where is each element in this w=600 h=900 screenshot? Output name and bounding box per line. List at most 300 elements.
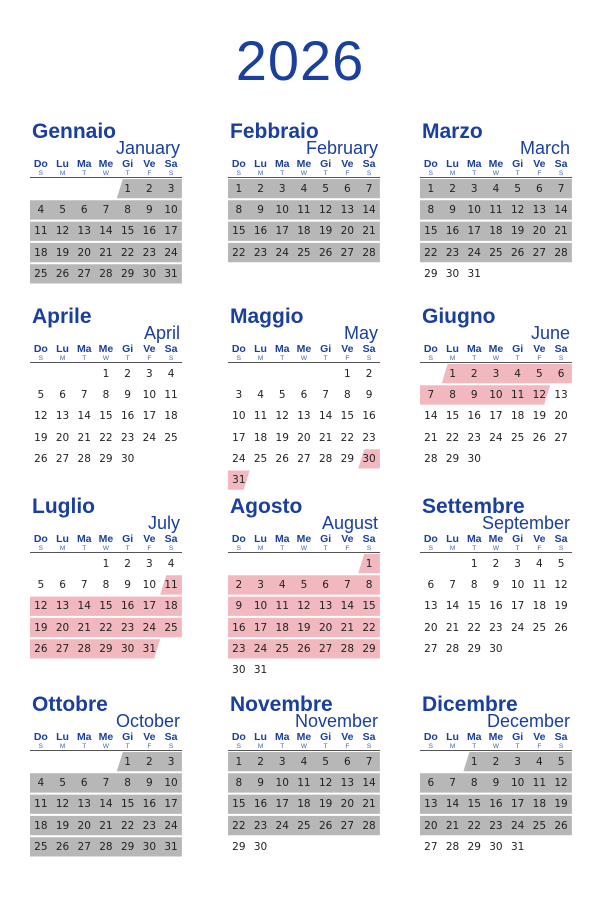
highlight-layer (30, 751, 182, 879)
day-cell: 8 (235, 776, 243, 789)
day-cell: 3 (514, 755, 521, 768)
weekday-label: Gi (320, 533, 332, 545)
day-cell: 3 (167, 755, 175, 768)
weekday-label: Lu (446, 158, 459, 170)
month-september (420, 495, 572, 675)
day-cell: 26 (318, 819, 333, 832)
day-cell: 4 (300, 182, 308, 195)
day-cell: 31 (142, 642, 157, 655)
day-cell: 27 (532, 246, 547, 259)
day-cell: 21 (445, 621, 460, 634)
weekday-letter: W (102, 545, 109, 552)
weekday-letter: S (366, 170, 372, 177)
day-cell: 16 (232, 621, 246, 634)
weekday-label: Do (33, 158, 48, 170)
day-cell: 27 (554, 431, 568, 444)
weekday-letter: S (236, 355, 242, 362)
weekday-label: Ve (143, 731, 156, 743)
day-cell: 28 (362, 246, 376, 259)
weekday-label: Do (33, 731, 48, 743)
day-cell: 13 (77, 798, 91, 811)
day-cell: 15 (120, 798, 135, 811)
weekday-label: Ma (76, 533, 92, 545)
day-cell: 8 (102, 388, 110, 401)
day-cell: 14 (77, 410, 91, 423)
day-cell: 7 (557, 182, 565, 195)
month-name-it: Agosto (230, 495, 303, 518)
weekday-label: Me (296, 731, 312, 743)
day-cell: 22 (99, 621, 113, 634)
weekday-letter: T (82, 743, 87, 750)
day-cell: 9 (257, 776, 264, 789)
day-cell: 7 (365, 755, 373, 768)
day-cell: 14 (99, 225, 113, 238)
day-cell: 31 (467, 267, 481, 280)
day-cell: 12 (34, 600, 48, 613)
day-cell: 24 (510, 819, 525, 832)
day-cell: 25 (510, 431, 525, 444)
day-cell: 2 (365, 367, 373, 380)
weekday-label: Gi (122, 343, 134, 355)
day-cell: 10 (510, 578, 525, 591)
day-cell: 4 (37, 776, 45, 789)
weekday-letter: T (125, 355, 130, 362)
day-cell: 13 (55, 410, 70, 423)
weekday-label: Me (488, 343, 504, 355)
day-cell: 4 (257, 388, 264, 401)
day-cell: 17 (275, 798, 289, 811)
day-cell: 2 (257, 755, 264, 768)
day-cell: 31 (510, 840, 525, 853)
day-cell: 6 (344, 755, 351, 768)
weekday-letter: T (515, 545, 520, 552)
weekday-letter: T (125, 545, 130, 552)
weekday-letter: T (515, 355, 520, 362)
weekday-label: Sa (554, 343, 568, 355)
day-cell: 19 (510, 225, 525, 238)
weekday-label: Me (296, 343, 312, 355)
day-cell: 19 (318, 798, 333, 811)
weekday-letter: M (449, 545, 456, 552)
day-cell: 14 (318, 410, 333, 423)
day-cell: 2 (235, 578, 243, 591)
day-cell: 28 (424, 452, 438, 465)
weekday-letter: W (492, 170, 499, 177)
weekday-label: Lu (56, 731, 69, 743)
day-cell: 9 (449, 203, 456, 216)
day-cell: 17 (275, 225, 289, 238)
day-cell: 10 (510, 776, 525, 789)
day-cell: 20 (340, 225, 355, 238)
day-cell: 4 (536, 755, 543, 768)
month-name-en: October (115, 711, 180, 731)
weekday-letter: S (38, 355, 44, 362)
day-cell: 15 (99, 600, 113, 613)
day-cell: 13 (297, 410, 311, 423)
day-cell: 4 (300, 755, 308, 768)
weekday-label: Ma (76, 158, 92, 170)
weekday-label: Ve (533, 533, 546, 545)
day-cell: 8 (427, 203, 435, 216)
weekday-label: Sa (362, 731, 376, 743)
day-cell: 24 (164, 819, 178, 832)
weekday-letter: M (257, 170, 264, 177)
day-cell: 28 (362, 819, 376, 832)
day-cell: 29 (99, 452, 113, 465)
day-cell: 2 (124, 557, 131, 570)
day-cell: 11 (510, 388, 525, 401)
month-name-en: November (294, 711, 378, 731)
day-cell: 3 (470, 182, 478, 195)
day-cell: 14 (445, 600, 460, 613)
day-cell: 31 (232, 474, 246, 487)
day-cell: 26 (275, 452, 289, 465)
day-cell: 27 (424, 642, 438, 655)
day-cell: 16 (489, 798, 503, 811)
day-cell: 10 (164, 203, 178, 216)
day-cell: 4 (492, 182, 500, 195)
day-cell: 25 (532, 621, 547, 634)
month-name-it: Aprile (32, 305, 92, 328)
day-cell: 3 (492, 367, 500, 380)
day-cell: 27 (340, 819, 355, 832)
day-cell: 6 (59, 388, 66, 401)
day-cell: 22 (467, 621, 481, 634)
weekday-label: Gi (512, 343, 524, 355)
day-cell: 21 (445, 819, 460, 832)
day-cell: 28 (99, 840, 113, 853)
weekday-letter: T (82, 355, 87, 362)
weekday-letter: S (558, 355, 564, 362)
day-cell: 31 (164, 267, 178, 280)
weekday-label: Sa (362, 343, 376, 355)
day-cell: 13 (340, 203, 355, 216)
weekday-letter: S (38, 743, 44, 750)
day-cell: 26 (55, 267, 70, 280)
month-name-it: Ottobre (32, 693, 108, 716)
weekday-label: Me (296, 158, 312, 170)
weekday-label: Sa (362, 533, 376, 545)
day-cell: 8 (365, 578, 373, 591)
weekday-letter: W (492, 545, 499, 552)
weekday-label: Do (33, 533, 48, 545)
weekday-letter: M (449, 355, 456, 362)
day-cell: 11 (297, 203, 311, 216)
day-cell: 29 (120, 840, 135, 853)
day-cell: 12 (532, 388, 547, 401)
month-name-en: January (115, 138, 180, 158)
day-cell: 3 (235, 388, 243, 401)
day-cell: 13 (55, 600, 70, 613)
month-name-it: Marzo (422, 120, 483, 143)
day-cell: 24 (142, 621, 157, 634)
day-cell: 9 (124, 388, 131, 401)
day-cell: 26 (297, 642, 311, 655)
weekday-letter: S (168, 743, 174, 750)
day-cell: 4 (536, 557, 543, 570)
day-cell: 2 (449, 182, 456, 195)
weekday-letter: S (558, 545, 564, 552)
month-name-it: Novembre (230, 693, 333, 716)
weekday-label: Lu (56, 533, 69, 545)
month-february (228, 120, 380, 300)
day-cell: 27 (55, 642, 70, 655)
weekday-label: Lu (254, 731, 267, 743)
day-cell: 29 (120, 267, 135, 280)
day-cell: 1 (344, 367, 351, 380)
weekday-letter: S (236, 545, 242, 552)
day-cell: 24 (275, 246, 289, 259)
day-cell: 17 (164, 225, 178, 238)
day-cell: 10 (275, 776, 289, 789)
month-name-it: Gennaio (32, 120, 117, 143)
day-cell: 5 (536, 367, 543, 380)
weekday-letter: M (449, 170, 456, 177)
highlight-layer (30, 178, 182, 306)
day-cell: 29 (424, 267, 438, 280)
day-cell: 10 (142, 578, 157, 591)
day-cell: 13 (554, 388, 568, 401)
weekday-label: Ve (533, 158, 546, 170)
month-name-en: September (481, 513, 570, 533)
day-cell: 30 (253, 840, 268, 853)
weekday-label: Do (33, 343, 48, 355)
day-cell: 9 (470, 388, 478, 401)
day-cell: 19 (55, 819, 70, 832)
month-january (30, 120, 182, 300)
month-may (228, 305, 380, 485)
weekday-letter: S (428, 170, 434, 177)
weekday-letter: T (82, 545, 87, 552)
highlight-layer (30, 553, 182, 681)
day-cell: 17 (253, 621, 268, 634)
day-cell: 23 (253, 819, 268, 832)
day-cell: 13 (424, 798, 438, 811)
day-cell: 14 (340, 600, 355, 613)
day-cell: 13 (77, 225, 91, 238)
weekday-letter: M (59, 170, 66, 177)
day-cell: 15 (120, 225, 135, 238)
weekday-letter: W (102, 355, 109, 362)
weekday-letter: M (449, 743, 456, 750)
weekday-letter: S (236, 743, 242, 750)
day-cell: 28 (554, 246, 568, 259)
day-cell: 25 (164, 431, 178, 444)
day-cell: 27 (297, 452, 311, 465)
day-cell: 27 (55, 452, 70, 465)
weekday-label: Lu (254, 533, 267, 545)
day-cell: 17 (489, 410, 503, 423)
weekday-letter: S (168, 355, 174, 362)
highlight-layer (30, 363, 182, 491)
day-cell: 26 (34, 452, 48, 465)
day-cell: 6 (427, 578, 435, 591)
day-cell: 3 (146, 557, 153, 570)
month-october (30, 693, 182, 873)
day-cell: 24 (489, 431, 503, 444)
day-cell: 6 (344, 182, 351, 195)
day-cell: 2 (257, 182, 264, 195)
weekday-label: Do (231, 731, 246, 743)
day-cell: 20 (55, 621, 70, 634)
day-cell: 25 (297, 246, 311, 259)
day-cell: 5 (59, 203, 66, 216)
day-cell: 5 (37, 388, 45, 401)
weekday-letter: T (82, 170, 87, 177)
weekday-letter: T (515, 743, 520, 750)
weekday-letter: S (366, 355, 372, 362)
weekday-label: Lu (254, 158, 267, 170)
day-cell: 17 (467, 225, 481, 238)
day-cell: 25 (489, 246, 503, 259)
weekday-label: Gi (320, 731, 332, 743)
day-cell: 14 (362, 776, 376, 789)
day-cell: 18 (297, 225, 311, 238)
day-cell: 16 (467, 410, 481, 423)
day-cell: 2 (492, 557, 500, 570)
weekday-label: Do (423, 158, 438, 170)
day-cell: 27 (77, 267, 91, 280)
day-cell: 19 (297, 621, 311, 634)
day-cell: 9 (492, 578, 500, 591)
weekday-letter: F (345, 355, 350, 362)
day-cell: 20 (55, 431, 70, 444)
day-cell: 26 (510, 246, 525, 259)
weekday-letter: T (515, 170, 520, 177)
day-cell: 20 (318, 621, 333, 634)
weekday-label: Me (296, 533, 312, 545)
month-march (420, 120, 572, 300)
day-cell: 14 (424, 410, 438, 423)
day-cell: 15 (99, 410, 113, 423)
day-cell: 16 (253, 225, 268, 238)
day-cell: 23 (467, 431, 481, 444)
day-cell: 25 (297, 819, 311, 832)
day-cell: 31 (253, 664, 268, 677)
weekday-letter: F (147, 545, 152, 552)
day-cell: 30 (142, 840, 157, 853)
weekday-label: Ve (341, 343, 354, 355)
day-cell: 16 (142, 225, 157, 238)
day-cell: 18 (297, 798, 311, 811)
day-cell: 26 (554, 819, 568, 832)
day-cell: 11 (532, 578, 547, 591)
month-name-en: March (519, 138, 570, 158)
day-cell: 7 (80, 388, 88, 401)
day-cell: 9 (492, 776, 500, 789)
day-cell: 20 (424, 819, 438, 832)
weekday-letter: T (472, 170, 477, 177)
day-cell: 3 (514, 557, 521, 570)
day-cell: 6 (557, 367, 565, 380)
weekday-label: Gi (320, 343, 332, 355)
day-cell: 1 (365, 557, 373, 570)
day-cell: 23 (489, 819, 503, 832)
day-cell: 11 (34, 225, 48, 238)
day-cell: 16 (253, 798, 268, 811)
day-cell: 10 (142, 388, 157, 401)
day-cell: 9 (146, 203, 153, 216)
day-cell: 21 (77, 431, 91, 444)
weekday-label: Gi (320, 158, 332, 170)
day-cell: 10 (489, 388, 503, 401)
day-cell: 10 (164, 776, 178, 789)
highlight-layer (228, 751, 380, 879)
day-cell: 25 (253, 452, 268, 465)
day-cell: 30 (489, 840, 503, 853)
day-cell: 30 (120, 642, 135, 655)
day-cell: 19 (532, 410, 547, 423)
day-cell: 12 (34, 410, 48, 423)
weekday-letter: M (59, 355, 66, 362)
day-cell: 20 (554, 410, 568, 423)
weekday-label: Gi (512, 533, 524, 545)
month-april (30, 305, 182, 485)
weekday-label: Me (98, 731, 114, 743)
weekday-letter: M (257, 743, 264, 750)
day-cell: 21 (554, 225, 568, 238)
month-august (228, 495, 380, 675)
day-cell: 22 (467, 819, 481, 832)
weekday-letter: T (323, 545, 328, 552)
day-cell: 15 (232, 225, 246, 238)
day-cell: 25 (34, 267, 48, 280)
day-cell: 19 (34, 621, 48, 634)
weekday-label: Sa (164, 533, 178, 545)
day-cell: 18 (275, 621, 289, 634)
day-cell: 3 (257, 578, 264, 591)
day-cell: 23 (232, 642, 246, 655)
day-cell: 16 (489, 600, 503, 613)
weekday-label: Ma (76, 731, 92, 743)
month-name-it: Settembre (422, 495, 525, 518)
day-cell: 30 (467, 452, 481, 465)
day-cell: 5 (300, 578, 308, 591)
day-cell: 13 (340, 776, 355, 789)
day-cell: 29 (467, 840, 481, 853)
day-cell: 22 (120, 246, 135, 259)
weekday-label: Lu (56, 343, 69, 355)
day-cell: 18 (532, 600, 547, 613)
weekday-letter: S (168, 545, 174, 552)
weekday-label: Do (423, 533, 438, 545)
weekday-label: Ma (466, 533, 482, 545)
weekday-label: Ma (274, 731, 290, 743)
weekday-letter: F (147, 743, 152, 750)
weekday-letter: T (323, 743, 328, 750)
day-cell: 3 (146, 367, 153, 380)
day-cell: 26 (318, 246, 333, 259)
day-cell: 22 (362, 621, 376, 634)
day-cell: 23 (362, 431, 376, 444)
day-cell: 18 (34, 246, 48, 259)
day-cell: 14 (554, 203, 568, 216)
day-cell: 8 (344, 388, 351, 401)
day-cell: 6 (80, 776, 88, 789)
highlight-layer (228, 178, 380, 306)
day-cell: 16 (142, 798, 157, 811)
day-cell: 21 (77, 621, 91, 634)
day-cell: 27 (424, 840, 438, 853)
day-cell: 1 (102, 557, 110, 570)
highlight-layer (420, 751, 572, 879)
weekday-label: Sa (554, 158, 568, 170)
day-cell: 3 (167, 182, 175, 195)
weekday-label: Lu (446, 343, 459, 355)
day-cell: 28 (77, 642, 91, 655)
day-cell: 2 (124, 367, 131, 380)
weekday-letter: F (147, 170, 152, 177)
